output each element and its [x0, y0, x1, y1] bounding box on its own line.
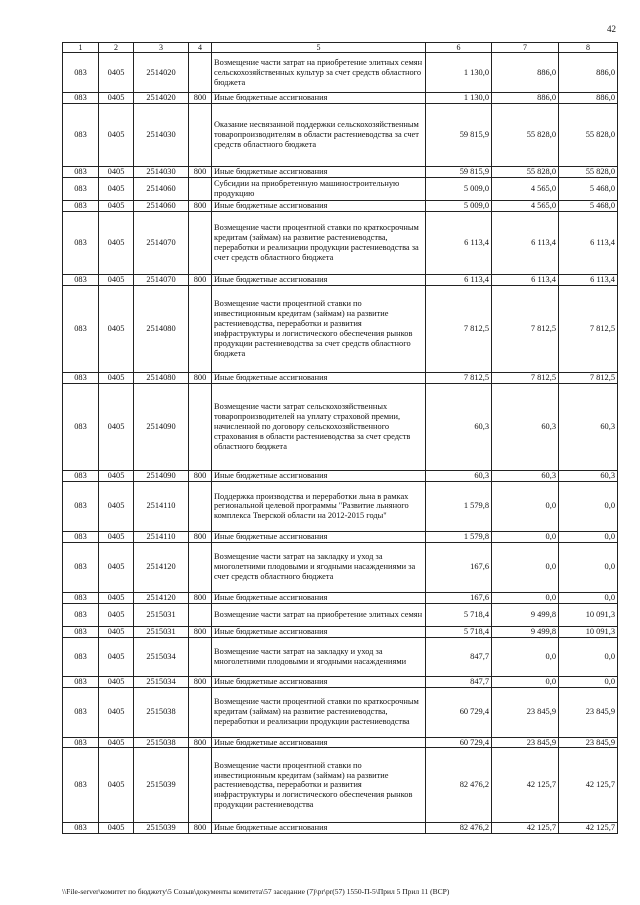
amount-cell: 23 845,9 [492, 687, 559, 737]
column-header: 7 [492, 43, 559, 53]
target-article-cell: 2514070 [134, 212, 189, 275]
description-cell: Иные бюджетные ассигнования [212, 373, 426, 384]
amount-cell: 7 812,5 [559, 286, 618, 373]
target-article-cell: 2515034 [134, 676, 189, 687]
table-row [63, 373, 618, 384]
kvsr-cell: 083 [63, 373, 99, 384]
section-code-cell: 0405 [99, 676, 134, 687]
description-cell: Иные бюджетные ассигнования [212, 201, 426, 212]
expense-type-cell: 800 [189, 93, 212, 104]
section-code-cell: 0405 [99, 687, 134, 737]
amount-cell: 5 009,0 [426, 178, 492, 201]
target-article-cell: 2515038 [134, 737, 189, 748]
budget-table [62, 42, 618, 834]
amount-cell: 5 468,0 [559, 178, 618, 201]
description-cell: Поддержка производства и переработки льна в рамках региональной целевой программы "Развитие льняного комплекса Тверской области на 2012-2015 годы" [212, 481, 426, 531]
table-row [63, 626, 618, 637]
amount-cell: 0,0 [492, 676, 559, 687]
target-article-cell: 2514110 [134, 531, 189, 542]
target-article-cell: 2514090 [134, 383, 189, 470]
amount-cell: 4 565,0 [492, 178, 559, 201]
expense-type-cell: 800 [189, 470, 212, 481]
table-row [63, 542, 618, 592]
target-article-cell: 2515039 [134, 748, 189, 823]
amount-cell: 0,0 [559, 542, 618, 592]
description-cell: Иные бюджетные ассигнования [212, 275, 426, 286]
section-code-cell: 0405 [99, 53, 134, 93]
section-code-cell: 0405 [99, 592, 134, 603]
kvsr-cell: 083 [63, 676, 99, 687]
table-row [63, 470, 618, 481]
amount-cell: 59 815,9 [426, 104, 492, 167]
column-header: 2 [99, 43, 134, 53]
amount-cell: 42 125,7 [559, 748, 618, 823]
kvsr-cell: 083 [63, 383, 99, 470]
expense-type-cell [189, 53, 212, 93]
amount-cell: 167,6 [426, 542, 492, 592]
table-row [63, 201, 618, 212]
table-row [63, 275, 618, 286]
section-code-cell: 0405 [99, 531, 134, 542]
target-article-cell: 2514090 [134, 470, 189, 481]
section-code-cell: 0405 [99, 212, 134, 275]
amount-cell: 42 125,7 [492, 823, 559, 834]
target-article-cell: 2514120 [134, 542, 189, 592]
section-code-cell: 0405 [99, 470, 134, 481]
target-article-cell: 2514060 [134, 178, 189, 201]
expense-type-cell: 800 [189, 373, 212, 384]
target-article-cell: 2515031 [134, 603, 189, 626]
target-article-cell: 2514080 [134, 286, 189, 373]
expense-type-cell: 800 [189, 737, 212, 748]
target-article-cell: 2515038 [134, 687, 189, 737]
target-article-cell: 2514070 [134, 275, 189, 286]
target-article-cell: 2514030 [134, 167, 189, 178]
kvsr-cell: 083 [63, 275, 99, 286]
section-code-cell: 0405 [99, 748, 134, 823]
amount-cell: 0,0 [559, 592, 618, 603]
section-code-cell: 0405 [99, 286, 134, 373]
amount-cell: 60,3 [559, 383, 618, 470]
description-cell: Возмещение части процентной ставки по краткосрочным кредитам (займам) на развитие растениеводства, переработки и реализации продукции растениеводства за счет средств областного бюджета [212, 212, 426, 275]
kvsr-cell: 083 [63, 687, 99, 737]
description-cell: Возмещение части процентной ставки по краткосрочным кредитам (займам) на развитие растениеводства, переработки и реализации продукции растениеводства [212, 687, 426, 737]
table-row [63, 178, 618, 201]
table-row [63, 676, 618, 687]
section-code-cell: 0405 [99, 178, 134, 201]
amount-cell: 7 812,5 [559, 373, 618, 384]
description-cell: Возмещение части процентной ставки по инвестиционным кредитам (займам) на развитие растениеводства, переработки и развития инфраструктуры и логистического обеспечения рынков продукции растениеводства [212, 748, 426, 823]
amount-cell: 23 845,9 [492, 737, 559, 748]
table-row [63, 737, 618, 748]
description-cell: Иные бюджетные ассигнования [212, 737, 426, 748]
description-cell: Иные бюджетные ассигнования [212, 93, 426, 104]
expense-type-cell: 800 [189, 592, 212, 603]
amount-cell: 5 009,0 [426, 201, 492, 212]
table-row [63, 93, 618, 104]
amount-cell: 55 828,0 [559, 167, 618, 178]
amount-cell: 59 815,9 [426, 167, 492, 178]
amount-cell: 886,0 [492, 93, 559, 104]
amount-cell: 7 812,5 [492, 373, 559, 384]
section-code-cell: 0405 [99, 93, 134, 104]
amount-cell: 10 091,3 [559, 603, 618, 626]
amount-cell: 55 828,0 [492, 104, 559, 167]
column-header: 4 [189, 43, 212, 53]
description-cell: Возмещение части затрат на приобретение элитных семян сельскохозяйственных культур за счет средств областного бюджета [212, 53, 426, 93]
amount-cell: 1 579,8 [426, 531, 492, 542]
amount-cell: 0,0 [559, 637, 618, 676]
column-header: 8 [559, 43, 618, 53]
amount-cell: 6 113,4 [492, 212, 559, 275]
amount-cell: 60,3 [559, 470, 618, 481]
amount-cell: 4 565,0 [492, 201, 559, 212]
section-code-cell: 0405 [99, 823, 134, 834]
description-cell: Оказание несвязанной поддержки сельскохозяйственным товаропроизводителям в области растениеводства за счет средств областного бюджета [212, 104, 426, 167]
amount-cell: 60,3 [492, 383, 559, 470]
target-article-cell: 2515031 [134, 626, 189, 637]
table-row [63, 286, 618, 373]
description-cell: Иные бюджетные ассигнования [212, 823, 426, 834]
expense-type-cell [189, 603, 212, 626]
target-article-cell: 2514080 [134, 373, 189, 384]
table-row [63, 383, 618, 470]
amount-cell: 0,0 [492, 542, 559, 592]
amount-cell: 7 812,5 [426, 373, 492, 384]
kvsr-cell: 083 [63, 592, 99, 603]
description-cell: Иные бюджетные ассигнования [212, 626, 426, 637]
amount-cell: 886,0 [559, 93, 618, 104]
amount-cell: 1 579,8 [426, 481, 492, 531]
expense-type-cell: 800 [189, 167, 212, 178]
table-row [63, 212, 618, 275]
kvsr-cell: 083 [63, 167, 99, 178]
amount-cell: 167,6 [426, 592, 492, 603]
table-row [63, 481, 618, 531]
amount-cell: 6 113,4 [559, 212, 618, 275]
amount-cell: 0,0 [492, 637, 559, 676]
kvsr-cell: 083 [63, 637, 99, 676]
amount-cell: 1 130,0 [426, 53, 492, 93]
amount-cell: 0,0 [492, 531, 559, 542]
description-cell: Возмещение части затрат на закладку и уход за многолетними плодовыми и ягодными насаждениями за счет средств областного бюджета [212, 542, 426, 592]
section-code-cell: 0405 [99, 167, 134, 178]
expense-type-cell [189, 687, 212, 737]
amount-cell: 9 499,8 [492, 603, 559, 626]
amount-cell: 886,0 [559, 53, 618, 93]
amount-cell: 82 476,2 [426, 823, 492, 834]
amount-cell: 6 113,4 [492, 275, 559, 286]
kvsr-cell: 083 [63, 201, 99, 212]
table-row [63, 687, 618, 737]
amount-cell: 5 718,4 [426, 603, 492, 626]
amount-cell: 55 828,0 [492, 167, 559, 178]
column-header: 6 [426, 43, 492, 53]
file-path-footer: \\File-server\комитет по бюджету\5 Созыв\документы комитета\57 заседание (7)\pr\pr(57) 1550-П-5\Прил 5 Прил 11 (ВСР) [62, 887, 450, 896]
description-cell: Иные бюджетные ассигнования [212, 592, 426, 603]
expense-type-cell: 800 [189, 676, 212, 687]
expense-type-cell [189, 748, 212, 823]
amount-cell: 60,3 [426, 383, 492, 470]
kvsr-cell: 083 [63, 542, 99, 592]
amount-cell: 7 812,5 [426, 286, 492, 373]
column-header: 5 [212, 43, 426, 53]
table-row [63, 748, 618, 823]
target-article-cell: 2515039 [134, 823, 189, 834]
target-article-cell: 2515034 [134, 637, 189, 676]
expense-type-cell [189, 637, 212, 676]
amount-cell: 0,0 [559, 481, 618, 531]
amount-cell: 60,3 [492, 470, 559, 481]
kvsr-cell: 083 [63, 178, 99, 201]
target-article-cell: 2514020 [134, 53, 189, 93]
amount-cell: 0,0 [492, 592, 559, 603]
expense-type-cell [189, 383, 212, 470]
table-row [63, 53, 618, 93]
kvsr-cell: 083 [63, 470, 99, 481]
amount-cell: 42 125,7 [492, 748, 559, 823]
description-cell: Возмещение части затрат на приобретение элитных семян [212, 603, 426, 626]
description-cell: Возмещение части затрат сельскохозяйственных товаропроизводителей на уплату страховой премии, начисленной по договору сельскохозяйственного страхования в области растениеводства за счет средств областного бюджета [212, 383, 426, 470]
section-code-cell: 0405 [99, 481, 134, 531]
amount-cell: 5 718,4 [426, 626, 492, 637]
amount-cell: 60 729,4 [426, 737, 492, 748]
expense-type-cell [189, 542, 212, 592]
kvsr-cell: 083 [63, 104, 99, 167]
kvsr-cell: 083 [63, 823, 99, 834]
section-code-cell: 0405 [99, 737, 134, 748]
kvsr-cell: 083 [63, 748, 99, 823]
description-cell: Иные бюджетные ассигнования [212, 676, 426, 687]
kvsr-cell: 083 [63, 737, 99, 748]
target-article-cell: 2514060 [134, 201, 189, 212]
kvsr-cell: 083 [63, 481, 99, 531]
section-code-cell: 0405 [99, 201, 134, 212]
expense-type-cell: 800 [189, 626, 212, 637]
amount-cell: 0,0 [559, 676, 618, 687]
amount-cell: 1 130,0 [426, 93, 492, 104]
amount-cell: 0,0 [559, 531, 618, 542]
description-cell: Иные бюджетные ассигнования [212, 470, 426, 481]
column-header: 3 [134, 43, 189, 53]
column-header: 1 [63, 43, 99, 53]
amount-cell: 23 845,9 [559, 737, 618, 748]
target-article-cell: 2514020 [134, 93, 189, 104]
target-article-cell: 2514120 [134, 592, 189, 603]
amount-cell: 0,0 [492, 481, 559, 531]
amount-cell: 6 113,4 [426, 212, 492, 275]
amount-cell: 9 499,8 [492, 626, 559, 637]
amount-cell: 6 113,4 [559, 275, 618, 286]
description-cell: Иные бюджетные ассигнования [212, 531, 426, 542]
expense-type-cell [189, 178, 212, 201]
expense-type-cell: 800 [189, 275, 212, 286]
expense-type-cell [189, 286, 212, 373]
amount-cell: 23 845,9 [559, 687, 618, 737]
kvsr-cell: 083 [63, 212, 99, 275]
amount-cell: 82 476,2 [426, 748, 492, 823]
amount-cell: 6 113,4 [426, 275, 492, 286]
expense-type-cell [189, 481, 212, 531]
description-cell: Возмещение части процентной ставки по инвестиционным кредитам (займам) на развитие растениеводства, переработки и развития инфраструктуры и логистического обеспечения рынков продукции растениеводства за счет средств областного бюджета [212, 286, 426, 373]
description-cell: Возмещение части затрат на закладку и уход за многолетними плодовыми и ягодными насаждениями [212, 637, 426, 676]
table-header-row [63, 43, 618, 53]
table-row [63, 167, 618, 178]
amount-cell: 5 468,0 [559, 201, 618, 212]
section-code-cell: 0405 [99, 275, 134, 286]
table-row [63, 592, 618, 603]
kvsr-cell: 083 [63, 93, 99, 104]
section-code-cell: 0405 [99, 626, 134, 637]
expense-type-cell [189, 212, 212, 275]
section-code-cell: 0405 [99, 383, 134, 470]
description-cell: Иные бюджетные ассигнования [212, 167, 426, 178]
amount-cell: 7 812,5 [492, 286, 559, 373]
table-row [63, 531, 618, 542]
kvsr-cell: 083 [63, 531, 99, 542]
kvsr-cell: 083 [63, 53, 99, 93]
table-row [63, 104, 618, 167]
description-cell: Субсидии на приобретенную машиностроительную продукцию [212, 178, 426, 201]
amount-cell: 847,7 [426, 637, 492, 676]
section-code-cell: 0405 [99, 637, 134, 676]
table-row [63, 603, 618, 626]
expense-type-cell: 800 [189, 531, 212, 542]
amount-cell: 60,3 [426, 470, 492, 481]
amount-cell: 55 828,0 [559, 104, 618, 167]
target-article-cell: 2514030 [134, 104, 189, 167]
table-row [63, 637, 618, 676]
page-number: 42 [607, 24, 616, 34]
table-row [63, 823, 618, 834]
expense-type-cell: 800 [189, 201, 212, 212]
kvsr-cell: 083 [63, 603, 99, 626]
expense-type-cell: 800 [189, 823, 212, 834]
target-article-cell: 2514110 [134, 481, 189, 531]
section-code-cell: 0405 [99, 373, 134, 384]
amount-cell: 10 091,3 [559, 626, 618, 637]
amount-cell: 42 125,7 [559, 823, 618, 834]
kvsr-cell: 083 [63, 626, 99, 637]
section-code-cell: 0405 [99, 104, 134, 167]
section-code-cell: 0405 [99, 603, 134, 626]
kvsr-cell: 083 [63, 286, 99, 373]
amount-cell: 60 729,4 [426, 687, 492, 737]
amount-cell: 847,7 [426, 676, 492, 687]
amount-cell: 886,0 [492, 53, 559, 93]
section-code-cell: 0405 [99, 542, 134, 592]
expense-type-cell [189, 104, 212, 167]
